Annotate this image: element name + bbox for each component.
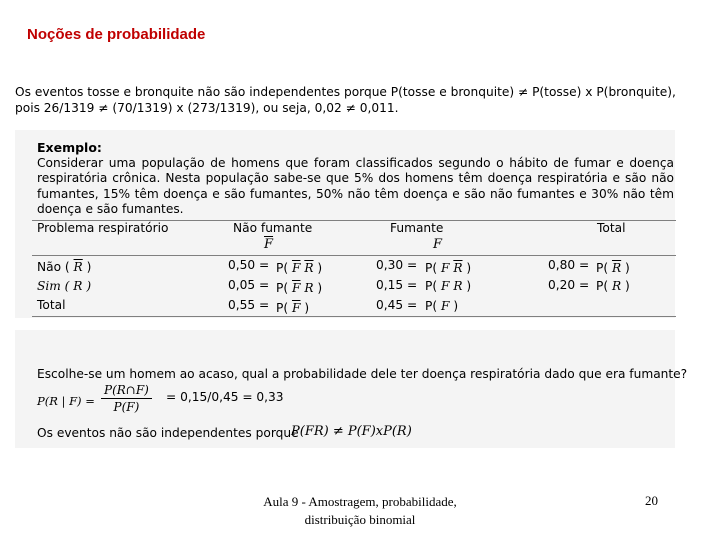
row-total-nonsmoker-prob: P( $\overline{F}$ ) — [276, 301, 310, 315]
col-header-nonsmoker: Não fumante — [233, 221, 313, 235]
row-no-total-prob: P( $\overline{R}$ ) — [596, 261, 630, 275]
table-bottom-rule — [32, 316, 676, 317]
page-title: Noções de probabilidade — [27, 26, 206, 43]
example-heading: Exemplo: — [37, 140, 102, 155]
col-header-nonsmoker-symbol: $\overline{F}$ — [264, 237, 274, 252]
row-total-label: Total — [37, 298, 66, 312]
row-yes-smoker-prob: P( F R ) — [425, 279, 472, 293]
formula-fraction — [101, 383, 152, 414]
row-no-smoker-prob: P( F $\overline{R}$ ) — [425, 261, 472, 275]
row-total-smoker-prob: P( F ) — [425, 299, 459, 313]
conclusion-text: Os eventos não são independentes porque — [37, 426, 299, 440]
row-yes-smoker-value: 0,15 = — [376, 278, 418, 292]
footer-caption — [250, 493, 470, 529]
row-no-total-value: 0,80 = — [548, 258, 590, 272]
question-text: Escolhe-se um homem ao acaso, qual a probabilidade dele ter doença respiratória dado que era fumante? — [37, 367, 688, 381]
footer-line-2: distribuição binomial — [304, 512, 416, 527]
row-yes-label: Sim ( R ) — [37, 279, 92, 293]
intro-line-1: Os eventos tosse e bronquite não são independentes porque P(tosse e bronquite) ≠ P(tosse) x P(bronquite), — [15, 85, 676, 99]
row-no-nonsmoker-value: 0,50 = — [228, 258, 270, 272]
col-header-total: Total — [597, 221, 626, 235]
formula-denominator: P(F) — [113, 400, 140, 414]
row-yes-total-prob: P( R ) — [596, 279, 630, 293]
intro-line-2: pois 26/1319 ≠ (70/1319) x (273/1319), ou seja, 0,02 ≠ 0,011. — [15, 101, 399, 115]
table-header-rule — [32, 255, 676, 256]
col-header-problem: Problema respiratório — [37, 221, 169, 235]
footer-line-1: Aula 9 - Amostragem, probabilidade, — [263, 494, 457, 509]
row-yes-total-value: 0,20 = — [548, 278, 590, 292]
row-no-nonsmoker-prob: P( $\overline{F}$ $\overline{R}$ ) — [276, 261, 323, 275]
col-header-smoker-symbol: F — [433, 237, 443, 252]
row-yes-nonsmoker-value: 0,05 = — [228, 278, 270, 292]
row-no-label: Não ( $\overline{R}$ ) — [37, 260, 92, 274]
page-number: 20 — [645, 493, 658, 508]
formula-result: = 0,15/0,45 = 0,33 — [166, 390, 284, 404]
row-total-smoker-value: 0,45 = — [376, 298, 418, 312]
col-header-smoker: Fumante — [390, 221, 444, 235]
row-total-nonsmoker-value: 0,55 = — [228, 298, 270, 312]
intro-paragraph — [15, 84, 705, 116]
row-yes-nonsmoker-prob: P( $\overline{F}$ R ) — [276, 281, 323, 295]
conclusion-inequality: P(FR) ≠ P(F)xP(R) — [291, 424, 412, 439]
row-no-smoker-value: 0,30 = — [376, 258, 418, 272]
formula-lhs: P(R | F) = — [37, 394, 95, 408]
example-body: Considerar uma população de homens que foram classificados segundo o hábito de fumar e doença respiratória crônica. Nesta população sabe-se que 5% dos homens têm doença respiratória e são não fumantes, 15% têm doença e são fumantes, 50% não têm doença e são não fumantes e 30% não têm doença e são fumantes. — [37, 156, 674, 217]
formula-numerator: P(R∩F) — [101, 383, 152, 399]
